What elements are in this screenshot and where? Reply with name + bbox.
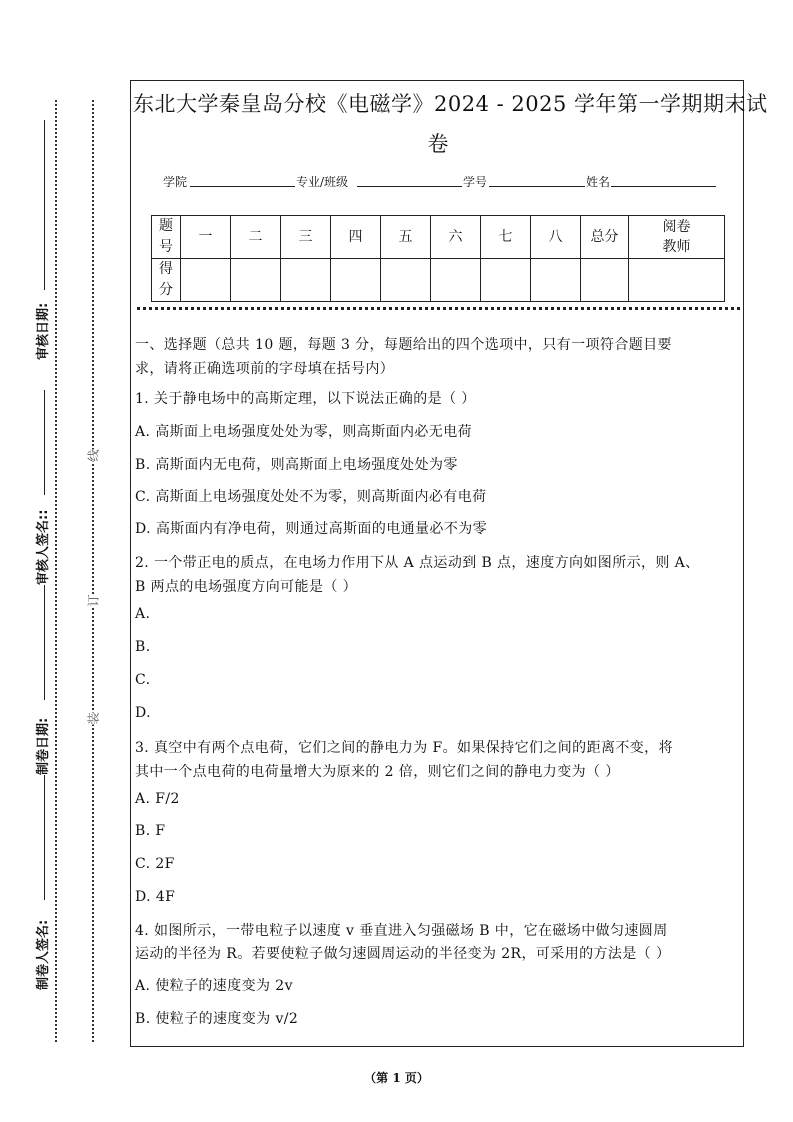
score-cell[interactable]: [531, 259, 581, 302]
row-label-question: 题号: [152, 216, 181, 259]
score-cell[interactable]: [431, 259, 481, 302]
score-cell[interactable]: [331, 259, 381, 302]
score-cell[interactable]: [181, 259, 231, 302]
col-header: 一: [181, 216, 231, 259]
score-table: [151, 215, 725, 302]
question-2-cont: B 两点的电场强度方向可能是（ ）: [135, 579, 357, 595]
question-2: 2. 一个带正电的质点，在电场力作用下从 A 点运动到 B 点，速度方向如图所示，则 A、: [135, 555, 700, 571]
col-header: 六: [431, 216, 481, 259]
score-cell[interactable]: [381, 259, 431, 302]
signature-underline: [44, 775, 45, 900]
exam-title-cont: 卷: [427, 132, 449, 156]
bind-mark: 订: [86, 594, 101, 607]
section-heading-cont: 求，请将正确选项前的字母填在括号内）: [135, 361, 395, 377]
signature-underline: [44, 585, 45, 700]
signature-underline: [44, 120, 45, 290]
option-4a: A. 使粒子的速度变为 2v: [135, 978, 293, 994]
score-cell[interactable]: [581, 259, 629, 302]
col-header: 七: [481, 216, 531, 259]
row-label-score: 得分: [152, 259, 181, 302]
review-date-label: 审核日期:: [36, 302, 51, 360]
student-id-field[interactable]: [489, 186, 585, 187]
col-header: 二: [231, 216, 281, 259]
col-header: 五: [381, 216, 431, 259]
option-1b: B. 高斯面内无电荷，则高斯面上电场强度处处为零: [135, 457, 458, 473]
reviewer-signature-label: 审核人签名::: [36, 509, 51, 585]
bind-mark: 线: [86, 449, 101, 462]
option-3d: D. 4F: [135, 889, 176, 905]
dotted-divider: [137, 307, 740, 310]
col-header: 阅卷教师: [629, 216, 725, 259]
name-field[interactable]: [611, 186, 716, 187]
score-cell[interactable]: [281, 259, 331, 302]
field-label-college: 学院: [163, 175, 188, 189]
preparer-signature-label: 制卷人签名:: [36, 919, 51, 990]
question-3-cont: 其中一个点电荷的电荷量增大为原来的 2 倍，则它们之间的静电力变为（ ）: [135, 764, 620, 780]
major-class-field[interactable]: [357, 186, 462, 187]
option-4b: B. 使粒子的速度变为 v/2: [135, 1011, 299, 1027]
score-cell[interactable]: [231, 259, 281, 302]
field-label-major: 专业/班级: [296, 175, 349, 189]
field-label-name: 姓名: [586, 175, 611, 189]
binding-dotted-line-inner: [92, 100, 94, 1042]
option-1a: A. 高斯面上电场强度处处为零，则高斯面内必无电荷: [135, 424, 473, 440]
option-3c: C. 2F: [135, 856, 175, 872]
preparation-date-label: 制卷日期:: [36, 717, 51, 775]
col-header: 三: [281, 216, 331, 259]
page-number: （第 1 页）: [364, 1071, 429, 1085]
option-1d: D. 高斯面内有净电荷，则通过高斯面的电通量必不为零: [135, 521, 488, 537]
exam-title: 东北大学秦皇岛分校《电磁学》2024 - 2025 学年第一学期期末试: [133, 92, 768, 116]
option-2a: A.: [135, 606, 151, 622]
section-heading: 一、选择题（总共 10 题，每题 3 分，每题给出的四个选项中，只有一项符合题目要: [135, 337, 672, 353]
binding-dotted-line-outer: [55, 100, 57, 1042]
option-2d: D.: [135, 705, 151, 721]
option-2b: B.: [135, 639, 151, 655]
signature-underline: [44, 390, 45, 495]
bind-mark: 装: [86, 712, 101, 725]
question-1: 1. 关于静电场中的高斯定理，以下说法正确的是（ ）: [135, 391, 476, 407]
col-header: 四: [331, 216, 381, 259]
col-header: 八: [531, 216, 581, 259]
option-2c: C.: [135, 672, 151, 688]
score-cell[interactable]: [481, 259, 531, 302]
col-header: 总分: [581, 216, 629, 259]
option-3a: A. F/2: [135, 791, 180, 807]
question-4-cont: 运动的半径为 R。若要使粒子做匀速圆周运动的半径变为 2R，可采用的方法是（ ）: [135, 946, 671, 962]
college-field[interactable]: [190, 186, 295, 187]
question-3: 3. 真空中有两个点电荷，它们之间的静电力为 F。如果保持它们之间的距离不变，将: [135, 740, 673, 756]
score-cell[interactable]: [629, 259, 725, 302]
question-4: 4. 如图所示，一带电粒子以速度 v 垂直进入匀强磁场 B 中，它在磁场中做匀速圆周: [135, 923, 668, 939]
option-3b: B. F: [135, 823, 166, 839]
option-1c: C. 高斯面上电场强度处处不为零，则高斯面内必有电荷: [135, 489, 487, 505]
field-label-id: 学号: [463, 175, 488, 189]
